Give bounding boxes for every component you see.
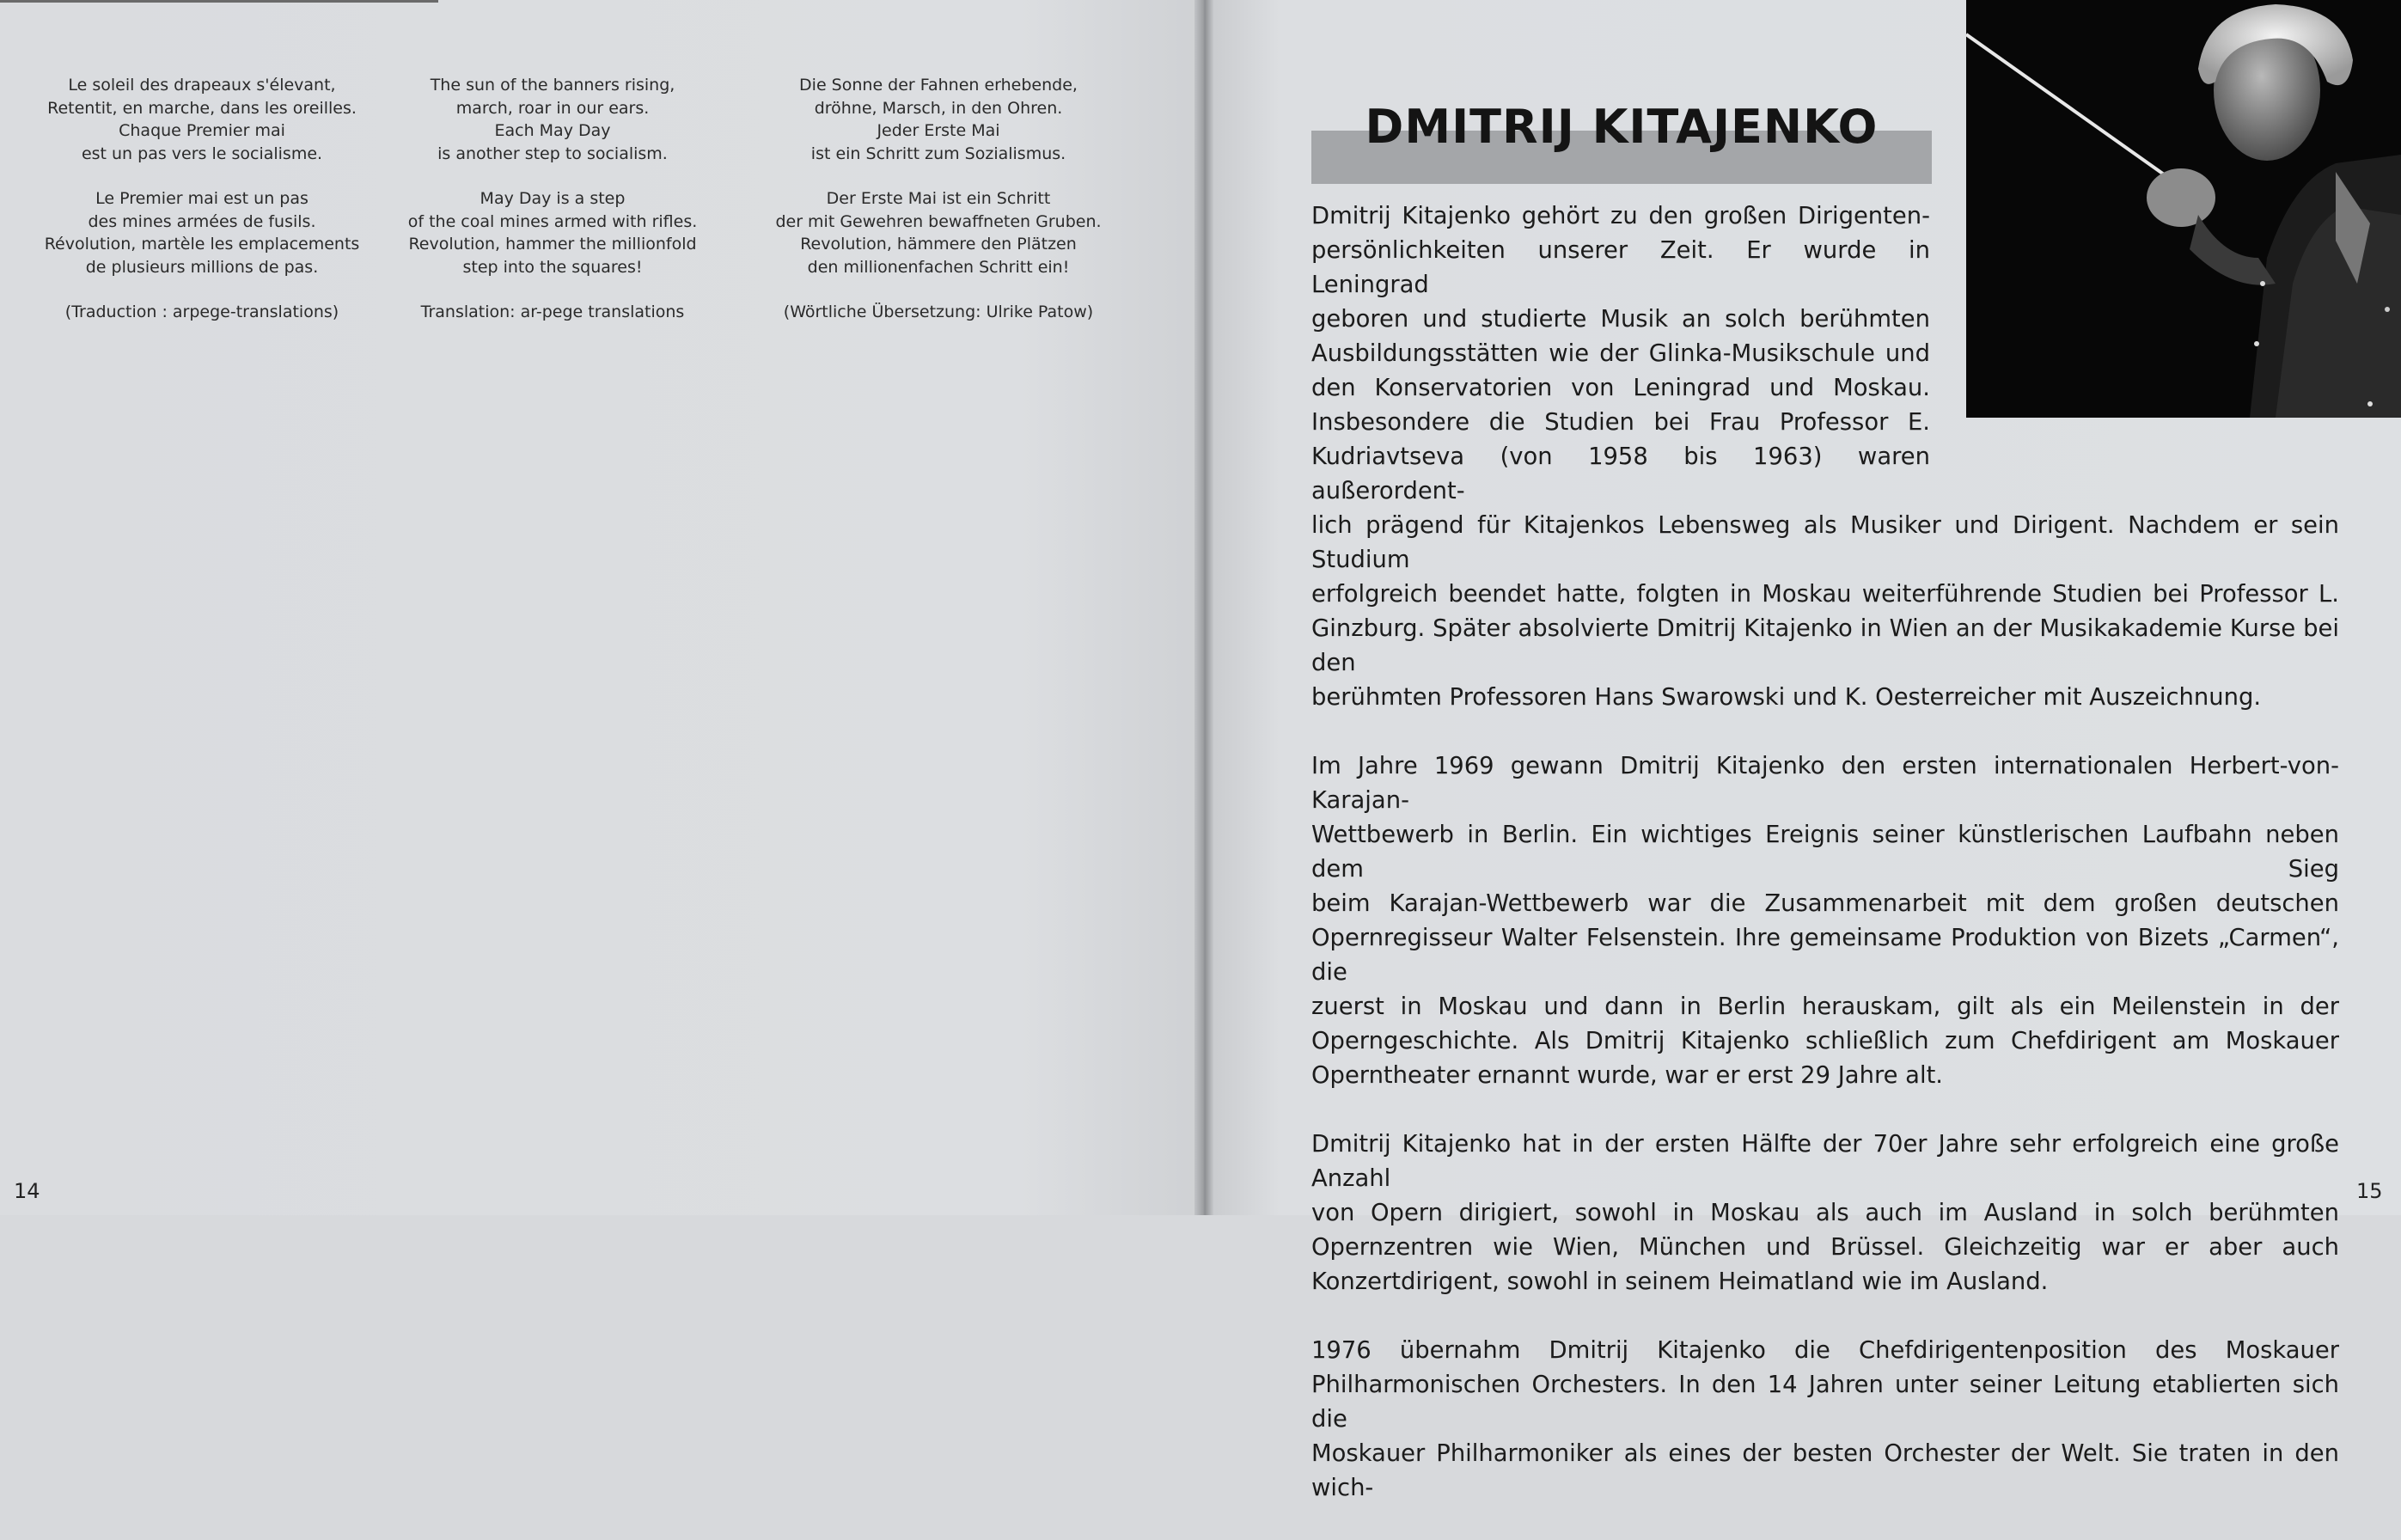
poem-line: des mines armées de fusils.: [88, 211, 316, 231]
text-line: Dmitrij Kitajenko hat in der ersten Hälfte der 70er Jahre sehr erfolgreich eine große Anzahl: [1311, 1131, 2339, 1192]
poem-line: step into the squares!: [462, 257, 643, 277]
poem-line: est un pas vers le socialisme.: [81, 144, 323, 163]
bio-paragraph: [1311, 1128, 2339, 1299]
poem-german: [758, 74, 1119, 346]
stanza: [21, 187, 382, 278]
credit-line: (Wörtliche Übersetzung: Ulrike Patow): [783, 302, 1094, 321]
poem-line: Each May Day: [494, 121, 611, 140]
translation-credit: [372, 301, 733, 324]
text-line: erfolgreich beendet hatte, folgten in Moskau weiterführende Studien bei Professor L.: [1311, 581, 2339, 608]
text-line: Philharmonischen Orchesters. In den 14 Jahren unter seiner Leitung etablierten sich die: [1311, 1372, 2339, 1433]
poem-line: Retentit, en marche, dans les oreilles.: [47, 98, 357, 118]
poem-line: May Day is a step: [480, 189, 626, 208]
text-line: Insbesondere die Studien bei Frau Professor E.: [1311, 409, 1930, 436]
credit-line: Translation: ar-pege translations: [420, 302, 685, 321]
text-line: persönlichkeiten unserer Zeit. Er wurde in Leningrad: [1311, 237, 1930, 298]
stanza: [758, 187, 1119, 278]
poem-line: den millionenfachen Schritt ein!: [807, 257, 1070, 277]
bio-paragraph: [1311, 199, 2339, 715]
top-rule: [0, 0, 438, 3]
stanza: [372, 187, 733, 278]
poem-line: Chaque Premier mai: [119, 121, 285, 140]
page-number-right: 15: [2356, 1179, 2383, 1203]
book-gutter: [1194, 0, 1213, 1215]
text-line: berühmten Professoren Hans Swarowski und K. Oesterreicher mit Auszeichnung.: [1311, 684, 2262, 711]
text-line: Ginzburg. Später absolvierte Dmitrij Kitajenko in Wien an der Musikakademie Kurse bei den: [1311, 615, 2339, 676]
text-line: Im Jahre 1969 gewann Dmitrij Kitajenko den ersten internationalen Herbert-von-Karajan-: [1311, 753, 2339, 814]
poem-line: Révolution, martèle les emplacements: [44, 235, 360, 254]
text-line: den Konservatorien von Leningrad und Moskau.: [1311, 375, 1930, 401]
text-line: von Opern dirigiert, sowohl in Moskau als auch im Ausland in solch berühmten: [1311, 1200, 2339, 1226]
text-line: Kudriavtseva (von 1958 bis 1963) waren außerordent-: [1311, 443, 1930, 504]
text-line: Ausbildungsstätten wie der Glinka-Musikschule und: [1311, 340, 1930, 367]
poem-line: Jeder Erste Mai: [877, 121, 1000, 140]
text-line: 1976 übernahm Dmitrij Kitajenko die Chefdirigentenposition des Moskauer: [1311, 1337, 2339, 1364]
text-line: Konzertdirigent, sowohl in seinem Heimatland wie im Ausland.: [1311, 1268, 2049, 1295]
poem-line: march, roar in our ears.: [455, 98, 650, 118]
poem-line: The sun of the banners rising,: [430, 76, 675, 95]
bio-paragraph: [1311, 1334, 2339, 1506]
text-line: Operngeschichte. Als Dmitrij Kitajenko schließlich zum Chefdirigent am Moskauer: [1311, 1028, 2339, 1054]
poem-line: Die Sonne der Fahnen erhebende,: [799, 76, 1078, 95]
page-number-left: 14: [14, 1179, 40, 1203]
text-line: lich prägend für Kitajenkos Lebensweg als Musiker und Dirigent. Nachdem er sein Studium: [1311, 512, 2339, 573]
stanza: [372, 74, 733, 165]
poem-line: der mit Gewehren bewaffneten Gruben.: [775, 211, 1102, 231]
poem-english: [372, 74, 733, 346]
poem-line: dröhne, Marsch, in den Ohren.: [814, 98, 1063, 118]
poem-line: Le Premier mai est un pas: [95, 189, 309, 208]
poem-french: [21, 74, 382, 346]
bio-wrapped-beside-photo: [1311, 199, 1930, 509]
text-line: Operntheater ernannt wurde, war er erst 29 Jahre alt.: [1311, 1062, 1944, 1089]
credit-line: (Traduction : arpege-translations): [64, 302, 339, 321]
poem-line: Le soleil des drapeaux s'élevant,: [68, 76, 336, 95]
text-line: Moskauer Philharmoniker als eines der besten Orchester der Welt. Sie traten in den wich-: [1311, 1440, 2339, 1501]
text-line: Opernzentren wie Wien, München und Brüssel. Gleichzeitig war er aber auch: [1311, 1234, 2339, 1261]
text-line: geboren und studierte Musik an solch berühmten: [1311, 306, 1930, 333]
translation-credit: [21, 301, 382, 324]
bio-paragraph: [1311, 749, 2339, 1093]
translation-credit: [758, 301, 1119, 324]
poem-line: of the coal mines armed with rifles.: [407, 211, 698, 231]
text-line: Opernregisseur Walter Felsenstein. Ihre gemeinsame Produktion von Bizets „Carmen“, die: [1311, 925, 2339, 986]
biography-text: [1311, 199, 2339, 1540]
text-line: Wettbewerb in Berlin. Ein wichtiges Ereignis seiner künstlerischen Laufbahn neben dem Sieg: [1311, 822, 2339, 883]
poem-line: Der Erste Mai ist ein Schritt: [826, 189, 1051, 208]
poem-line: is another step to socialism.: [437, 144, 668, 163]
text-line: beim Karajan-Wettbewerb war die Zusammenarbeit mit dem großen deutschen: [1311, 890, 2339, 917]
stanza: [758, 74, 1119, 165]
text-line: zuerst in Moskau und dann in Berlin herauskam, gilt als ein Meilenstein in der: [1311, 993, 2339, 1020]
page-title: DMITRIJ KITAJENKO: [1365, 100, 1879, 154]
poem-line: ist ein Schritt zum Sozialismus.: [810, 144, 1066, 163]
text-line: Dmitrij Kitajenko gehört zu den großen Dirigenten-: [1311, 203, 1930, 229]
poem-line: de plusieurs millions de pas.: [85, 257, 319, 277]
stanza: [21, 74, 382, 165]
poem-line: Revolution, hammer the millionfold: [408, 235, 697, 254]
poem-line: Revolution, hämmere den Plätzen: [800, 235, 1077, 254]
